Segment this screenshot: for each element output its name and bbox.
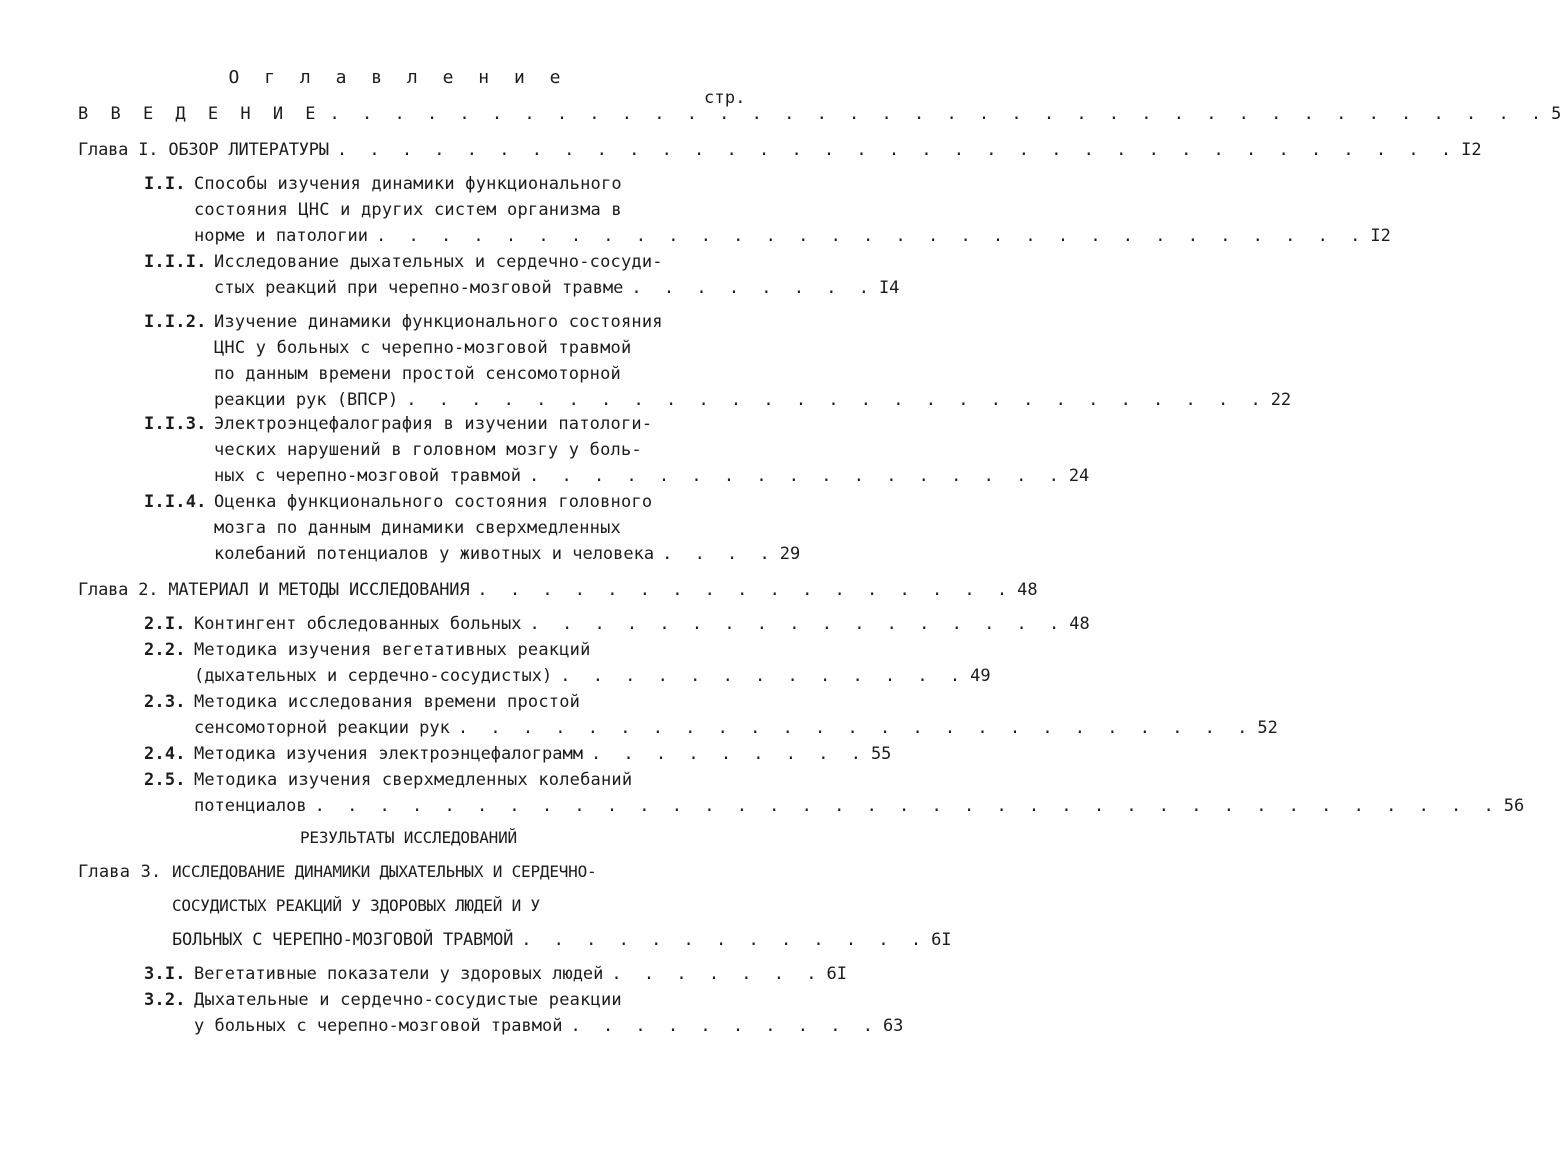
section-line: Методика изучения сверхмедленных колебаний [194, 770, 633, 790]
section-line: Вегетативные показатели у здоровых людей [194, 964, 604, 984]
section-line: Электроэнцефалография в изучении патологи- [214, 414, 653, 434]
section-line: по данным времени простой сенсомоторной [214, 364, 621, 384]
section-line: состояния ЦНС и других систем организма в [194, 200, 622, 220]
toc-entry-3-2[interactable]: у больных с черепно-мозговой травмой . . . . . . . . . . 63 [194, 1016, 904, 1036]
entry-page: 6I [931, 930, 952, 950]
page-column-label: стр. [704, 88, 746, 108]
entry-page: 49 [970, 666, 991, 686]
entry-page: 48 [1069, 614, 1090, 634]
toc-entry-chapter-1[interactable]: Глава I. ОБЗОР ЛИТЕРАТУРЫ . . . . . . . . . . . . . . . . . . . . . . . . . . . . . . . . . . . I2 [78, 140, 1482, 160]
toc-entry-1-1-4[interactable]: колебаний потенциалов у животных и человека . . . . 29 [214, 544, 801, 564]
section-line: у больных с черепно-мозговой травмой [194, 1016, 563, 1036]
section-line: потенциалов [194, 796, 307, 816]
section-number: 2.2. [144, 640, 186, 660]
section-line: (дыхательных и сердечно-сосудистых) [194, 666, 553, 686]
section-line: ЦНС у больных с черепно-мозговой травмой [214, 338, 632, 358]
section-line: Дыхательные и сердечно-сосудистые реакции [194, 990, 622, 1010]
entry-page: 29 [779, 544, 801, 564]
chapter-3-label: Глава 3. [78, 862, 162, 882]
section-line: Методика исследования времени простой [194, 692, 581, 712]
entry-label: В В Е Д Е Н И Е [78, 104, 322, 124]
section-line: сенсомоторной реакции рук [194, 718, 450, 738]
section-number: I.I.3. [144, 414, 207, 434]
section-number: 2.3. [144, 692, 186, 712]
toc-title: О г л а в л е н и е [228, 67, 568, 88]
section-line: ИССЛЕДОВАНИЕ ДИНАМИКИ ДЫХАТЕЛЬНЫХ И СЕРДЕЧНО- [172, 862, 597, 881]
results-heading: РЕЗУЛЬТАТЫ ИССЛЕДОВАНИЙ [300, 828, 517, 847]
entry-page: I2 [1461, 140, 1482, 160]
section-line: ческих нарушений в головном мозгу у боль- [214, 440, 642, 460]
section-line: Способы изучения динамики функционального [194, 174, 622, 194]
toc-entry-2-2[interactable]: (дыхательных и сердечно-сосудистых) . . . . . . . . . . . . . 49 [194, 666, 991, 686]
section-line: мозга по данным динамики сверхмедленных [214, 518, 621, 538]
entry-page: 24 [1068, 466, 1090, 486]
entry-label: Глава I. ОБЗОР ЛИТЕРАТУРЫ [78, 140, 329, 160]
section-line: ных с черепно-мозговой травмой [214, 466, 522, 486]
section-number: 2.5. [144, 770, 186, 790]
section-line: реакции рук (ВПСР) [214, 390, 399, 410]
section-number: 3.2. [144, 990, 186, 1010]
entry-page: 5 [1551, 104, 1561, 124]
toc-entry-2-1[interactable]: Контингент обследованных больных . . . . . . . . . . . . . . . . . 48 [194, 614, 1090, 634]
section-number: I.I.4. [144, 492, 207, 512]
entry-page: 48 [1017, 580, 1038, 600]
toc-entry-1-1[interactable]: норме и патологии . . . . . . . . . . . . . . . . . . . . . . . . . . . . . . . I2 [194, 226, 1391, 246]
toc-entry-1-1-3[interactable]: ных с черепно-мозговой травмой . . . . . . . . . . . . . . . . . 24 [214, 466, 1090, 486]
entry-page: I4 [878, 278, 900, 298]
entry-page: 55 [870, 744, 892, 764]
section-line: Изучение динамики функционального состояния [214, 312, 663, 332]
entry-page: 63 [882, 1016, 904, 1036]
entry-page: 22 [1270, 390, 1292, 410]
section-line: Методика изучения электроэнцефалограмм [194, 744, 583, 764]
toc-entry-chapter-3[interactable]: БОЛЬНЫХ С ЧЕРЕПНО-МОЗГОВОЙ ТРАВМОЙ . . . . . . . . . . . . . 6I [172, 930, 952, 950]
section-number: I.I.I. [144, 252, 207, 272]
toc-entry-1-1-1[interactable]: стых реакций при черепно-мозговой травме . . . . . . . . I4 [214, 278, 900, 298]
section-number: 3.I. [144, 964, 186, 984]
section-line: БОЛЬНЫХ С ЧЕРЕПНО-МОЗГОВОЙ ТРАВМОЙ [172, 930, 514, 950]
toc-entry-2-4[interactable]: Методика изучения электроэнцефалограмм . . . . . . . . . 55 [194, 744, 892, 764]
entry-label: Глава 2. МАТЕРИАЛ И МЕТОДЫ ИССЛЕДОВАНИЯ [78, 580, 470, 600]
section-line: СОСУДИСТЫХ РЕАКЦИЙ У ЗДОРОВЫХ ЛЮДЕЙ И У [172, 896, 540, 915]
section-number: 2.4. [144, 744, 186, 764]
section-line: Методика изучения вегетативных реакций [194, 640, 591, 660]
entry-page: 56 [1503, 796, 1525, 816]
section-line: стых реакций при черепно-мозговой травме [214, 278, 624, 298]
section-line: норме и патологии [194, 226, 368, 246]
section-line: колебаний потенциалов у животных и человека [214, 544, 655, 564]
section-line: Оценка функционального состояния головного [214, 492, 653, 512]
toc-entry-1-1-2[interactable]: реакции рук (ВПСР) . . . . . . . . . . . . . . . . . . . . . . . . . . . 22 [214, 390, 1292, 410]
section-line: Исследование дыхательных и сердечно-сосуди- [214, 252, 663, 272]
section-line: Контингент обследованных больных [194, 614, 522, 634]
entry-page: 52 [1257, 718, 1278, 738]
toc-entry-3-1[interactable]: Вегетативные показатели у здоровых людей . . . . . . . 6I [194, 964, 847, 984]
toc-entry-intro[interactable]: В В Е Д Е Н И Е . . . . . . . . . . . . . . . . . . . . . . . . . . . . . . . . . . . . . . 5 [78, 104, 1561, 124]
section-number: I.I.2. [144, 312, 207, 332]
section-number: I.I. [144, 174, 186, 194]
toc-entry-2-3[interactable]: сенсомоторной реакции рук . . . . . . . . . . . . . . . . . . . . . . . . . 52 [194, 718, 1278, 738]
entry-page: 6I [826, 964, 847, 984]
toc-entry-chapter-2[interactable]: Глава 2. МАТЕРИАЛ И МЕТОДЫ ИССЛЕДОВАНИЯ . . . . . . . . . . . . . . . . . 48 [78, 580, 1038, 600]
entry-page: I2 [1370, 226, 1391, 246]
toc-entry-2-5[interactable]: потенциалов . . . . . . . . . . . . . . . . . . . . . . . . . . . . . . . . . . . . . 56 [194, 796, 1525, 816]
section-number: 2.I. [144, 614, 186, 634]
